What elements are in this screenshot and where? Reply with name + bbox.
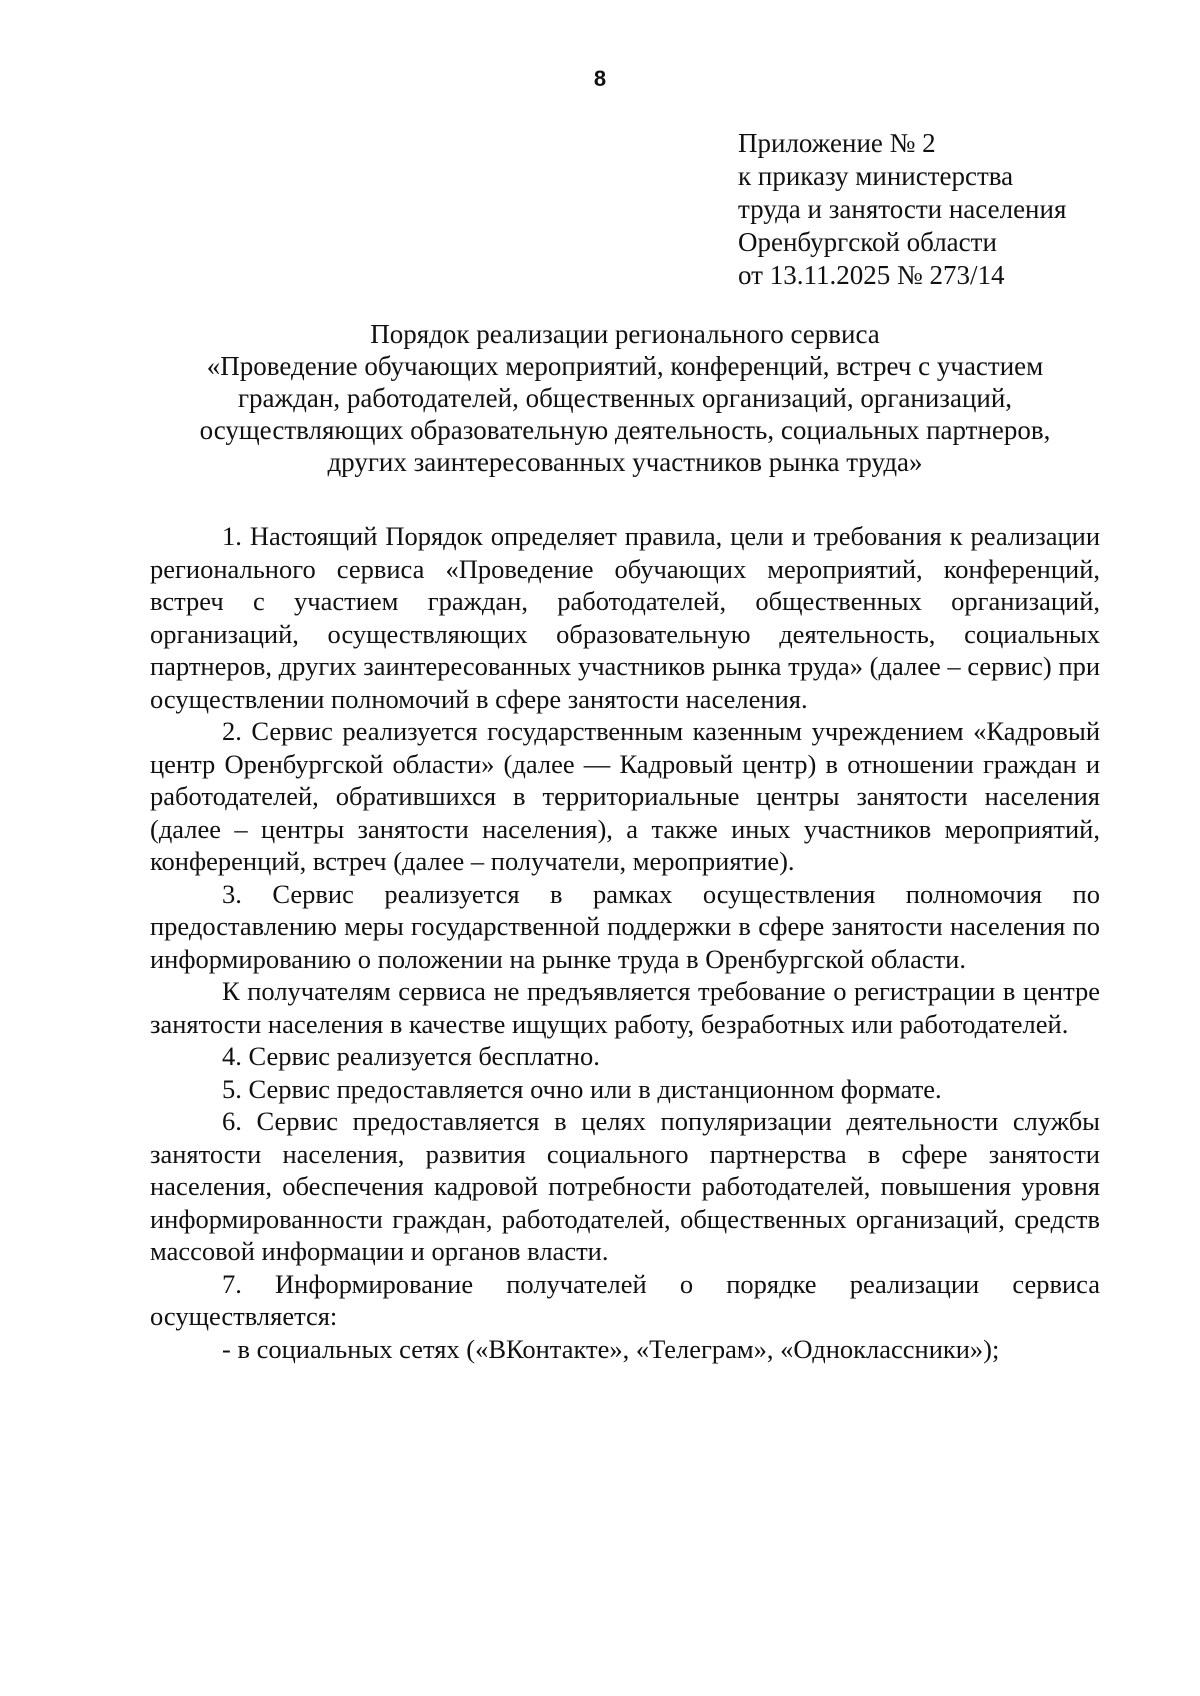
title-line: «Проведение обучающих мероприятий, конференций, встреч с участием (206, 351, 1044, 381)
paragraph-1: 1. Настоящий Порядок определяет правила, цели и требования к реализации регионального сервиса «Проведение обучающих мероприятий, конференций, встреч с участием граждан, работодателей, общественных организаций, организаций, осуществляющих образовательную деятельность, социальных партнеров, других заинтересованных участников рынка труда» (далее – сервис) при осуществлении полномочий в сфере занятости населения. (150, 521, 1100, 714)
paragraph-5: 5. Сервис предоставляется очно или в дистанционном формате. (222, 1073, 942, 1104)
title-line: Порядок реализации регионального сервиса (370, 319, 880, 349)
paragraph-7: 7. Информирование получателей о порядке реализации сервиса осуществляется: (150, 1268, 1100, 1331)
title-line: осуществляющих образовательную деятельность, социальных партнеров, (199, 415, 1051, 445)
paragraph-3-note: К получателям сервиса не предъявляется требование о регистрации в центре занятости населения в качестве ищущих работу, безработных или работодателей. (150, 976, 1100, 1039)
appendix-line: к приказу министерства (738, 161, 1014, 191)
appendix-line: от 13.11.2025 № 273/14 (738, 260, 1005, 290)
page-number: 8 (593, 66, 607, 91)
document-body (150, 520, 1100, 1365)
appendix-line: Оренбургской области (738, 227, 997, 257)
appendix-line: Приложение № 2 (738, 128, 936, 158)
document-title (150, 318, 1100, 478)
paragraph-6: 6. Сервис предоставляется в целях популяризации деятельности службы занятости населения, развития социального партнерства в сфере занятости населения, обеспечения кадровой потребности работодателей, повышения уровня информированности граждан, работодателей, общественных организаций, средств массовой информации и органов власти. (150, 1106, 1100, 1266)
title-line: других заинтересованных участников рынка труда» (327, 447, 923, 477)
appendix-block (738, 127, 1158, 292)
title-line: граждан, работодателей, общественных организаций, организаций, (237, 383, 1013, 413)
paragraph-3: 3. Сервис реализуется в рамках осуществления полномочия по предоставлению меры государственной поддержки в сфере занятости населения по информированию о положении на рынке труда в Оренбургской области. (150, 878, 1100, 974)
paragraph-2: 2. Сервис реализуется государственным казенным учреждением «Кадровый центр Оренбургской области» (далее — Кадровый центр) в отношении граждан и работодателей, обратившихся в территориальные центры занятости населения (далее – центры занятости населения), а также иных участников мероприятий, конференций, встреч (далее – получатели, мероприятие). (150, 716, 1100, 876)
appendix-line: труда и занятости населения (738, 194, 1067, 224)
list-item-social-networks: - в социальных сетях («ВКонтакте», «Телеграм», «Одноклассники»); (222, 1333, 1000, 1364)
paragraph-4: 4. Сервис реализуется бесплатно. (222, 1041, 600, 1071)
